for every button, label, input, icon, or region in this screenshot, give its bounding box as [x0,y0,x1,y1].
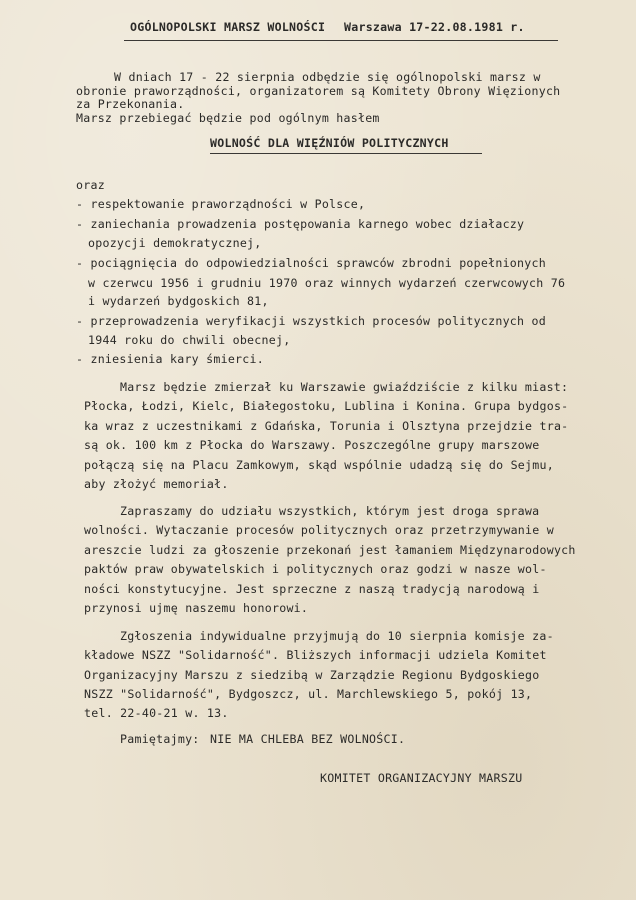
demand-line-6: i wydarzeń bydgoskich 81, [88,294,269,308]
demand-line-4: - pociągnięcia do odpowiedzialności sprawców zbrodni popełnionych [76,256,546,270]
closing-prefix: Pamiętajmy: [120,732,200,746]
closing-motto: NIE MA CHLEBA BEZ WOLNOŚCI. [210,732,406,746]
demand-line-7: - przeprowadzenia weryfikacji wszystkich procesów politycznych od [76,314,546,328]
demands-intro: oraz [76,178,105,192]
demand-line-8: 1944 roku do chwili obecnej, [88,333,291,347]
demand-line-3: opozycji demokratycznej, [88,236,262,250]
intro-line-3: za Przekonania. [76,97,185,111]
signature: KOMITET ORGANIZACYJNY MARSZU [320,771,523,785]
route-line-3: ka wraz z uczestnikami z Gdańska, Torunia i Olsztyna przejdzie tra- [84,419,569,433]
registration-line-2: kładowe NSZZ "Solidarność". Bliższych informacji udziela Komitet [84,648,547,662]
intro-line-4: Marsz przebiegać będzie pod ogólnym hasłem [76,111,380,125]
invite-line-2: wolności. Wytaczanie procesów politycznych oraz przetrzymywanie w [84,523,554,537]
slogan: WOLNOŚĆ DLA WIĘŹNIÓW POLITYCZNYCH [210,136,449,150]
demand-line-2: - zaniechania prowadzenia postępowania karnego wobec działaczy [76,217,525,231]
demand-line-5: w czerwcu 1956 i grudniu 1970 oraz winnych wydarzeń czerwcowych 76 [88,276,566,290]
intro-line-2: obronie praworządności, organizatorem są Komitety Obrony Więzionych [76,84,561,98]
document-date: Warszawa 17-22.08.1981 r. [344,20,525,34]
route-line-5: połączą się na Placu Zamkowym, skąd wspólnie udadzą się do Sejmu, [84,458,554,472]
title-underline [124,40,558,41]
demand-line-1: - respektowanie praworządności w Polsce, [76,197,366,211]
route-line-2: Płocka, Łodzi, Kielc, Białegostoku, Lublina i Konina. Grupa bydgos- [84,399,569,413]
registration-line-4: NSZZ "Solidarność", Bydgoszcz, ul. Marchlewskiego 5, pokój 13, [84,687,533,701]
route-line-4: są ok. 100 km z Płocka do Warszawy. Poszczególne grupy marszowe [84,438,540,452]
slogan-underline [210,153,482,154]
route-line-6: aby złożyć memoriał. [84,477,229,491]
registration-line-5: tel. 22-40-21 w. 13. [84,706,229,720]
registration-line-1: Zgłoszenia indywidualne przyjmują do 10 sierpnia komisje za- [120,629,554,643]
registration-line-3: Organizacyjny Marszu z siedzibą w Zarządzie Regionu Bydgoskiego [84,668,540,682]
invite-line-4: paktów praw obywatelskich i politycznych oraz godzi w nasze wol- [84,562,547,576]
invite-line-6: przynosi ujmę naszemu honorowi. [84,601,309,615]
invite-line-1: Zapraszamy do udziału wszystkich, którym jest droga sprawa [120,504,540,518]
intro-line-1: W dniach 17 - 22 sierpnia odbędzie się ogólnopolski marsz w [114,70,541,84]
invite-line-3: areszcie ludzi za głoszenie przekonań jest łamaniem Międzynarodowych [84,543,576,557]
route-line-1: Marsz będzie zmierzał ku Warszawie gwiaździście z kilku miast: [120,380,569,394]
demand-line-9: - zniesienia kary śmierci. [76,352,264,366]
invite-line-5: ności konstytucyjne. Jest sprzeczne z naszą tradycją narodową i [84,582,540,596]
document-title: OGÓLNOPOLSKI MARSZ WOLNOŚCI [130,20,326,34]
